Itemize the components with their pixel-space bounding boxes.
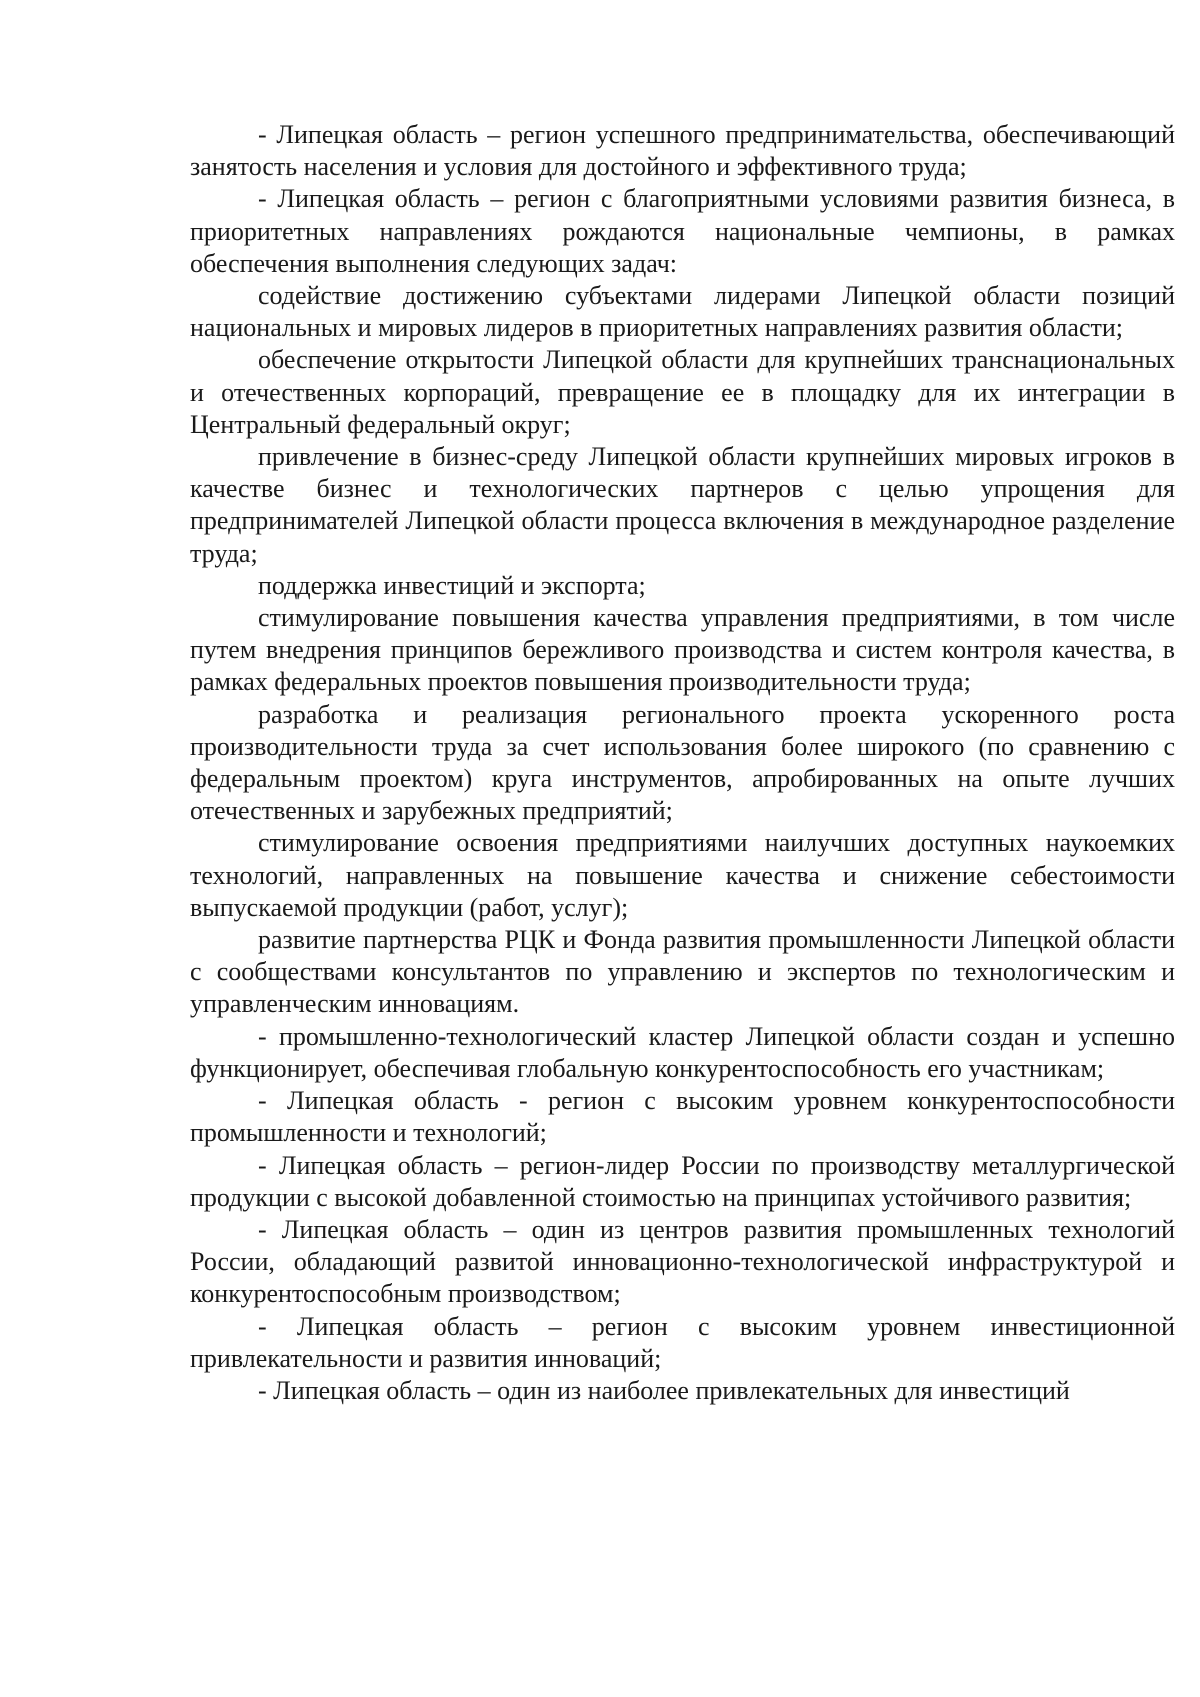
paragraph-11: - промышленно-технологический кластер Липецкой области создан и успешно функционирует, обеспечивая глобальную конкурентоспособность его участникам; [190, 1021, 1175, 1083]
paragraph-12: - Липецкая область - регион с высоким уровнем конкурентоспособности промышленности и технологий; [190, 1086, 1175, 1148]
paragraph-4: обеспечение открытости Липецкой области для крупнейших транснациональных и отечественных корпораций, превращение ее в площадку для их интеграции в Центральный федеральный округ; [190, 345, 1175, 439]
paragraph-7: стимулирование повышения качества управления предприятиями, в том числе путем внедрения принципов бережливого производства и систем контроля качества, в рамках федеральных проектов повышения производительности труда; [190, 603, 1175, 697]
paragraph-10: развитие партнерства РЦК и Фонда развития промышленности Липецкой области с сообществами консультантов по управлению и экспертов по технологическим и управленческим инновациям. [190, 925, 1175, 1019]
paragraph-8: разработка и реализация регионального проекта ускоренного роста производительности труда за счет использования более широкого (по сравнению с федеральным проектом) круга инструментов, апробированных на опыте лучших отечественных и зарубежных предприятий; [190, 699, 1175, 826]
paragraph-16: - Липецкая область – один из наиболее привлекательных для инвестиций [258, 1375, 1070, 1405]
paragraph-14: - Липецкая область – один из центров развития промышленных технологий России, обладающий развитой инновационно-технологической инфраструктурой и конкурентоспособным производством; [190, 1214, 1175, 1309]
document-body [190, 119, 1175, 1407]
paragraph-15: - Липецкая область – регион с высоким уровнем инвестиционной привлекательности и развития инноваций; [190, 1311, 1175, 1373]
paragraph-9: стимулирование освоения предприятиями наилучших доступных наукоемких технологий, направленных на повышение качества и снижение себестоимости выпускаемой продукции (работ, услуг); [190, 828, 1175, 922]
paragraph-5: привлечение в бизнес-среду Липецкой области крупнейших мировых игроков в качестве бизнес и технологических партнеров с целью упрощения для предпринимателей Липецкой области процесса включения в международное разделение труда; [190, 442, 1175, 568]
paragraph-2: - Липецкая область – регион с благоприятными условиями развития бизнеса, в приоритетных направлениях рождаются национальные чемпионы, в рамках обеспечения выполнения следующих задач: [190, 184, 1175, 278]
paragraph-13: - Липецкая область – регион-лидер России по производству металлургической продукции с высокой добавленной стоимостью на принципах устойчивого развития; [190, 1150, 1175, 1212]
paragraph-1: - Липецкая область – регион успешного предпринимательства, обеспечивающий занятость населения и условия для достойного и эффективного труда; [190, 120, 1175, 182]
paragraph-6: поддержка инвестиций и экспорта; [258, 570, 646, 600]
paragraph-3: содействие достижению субъектами лидерами Липецкой области позиций национальных и мировых лидеров в приоритетных направлениях развития области; [190, 281, 1175, 343]
